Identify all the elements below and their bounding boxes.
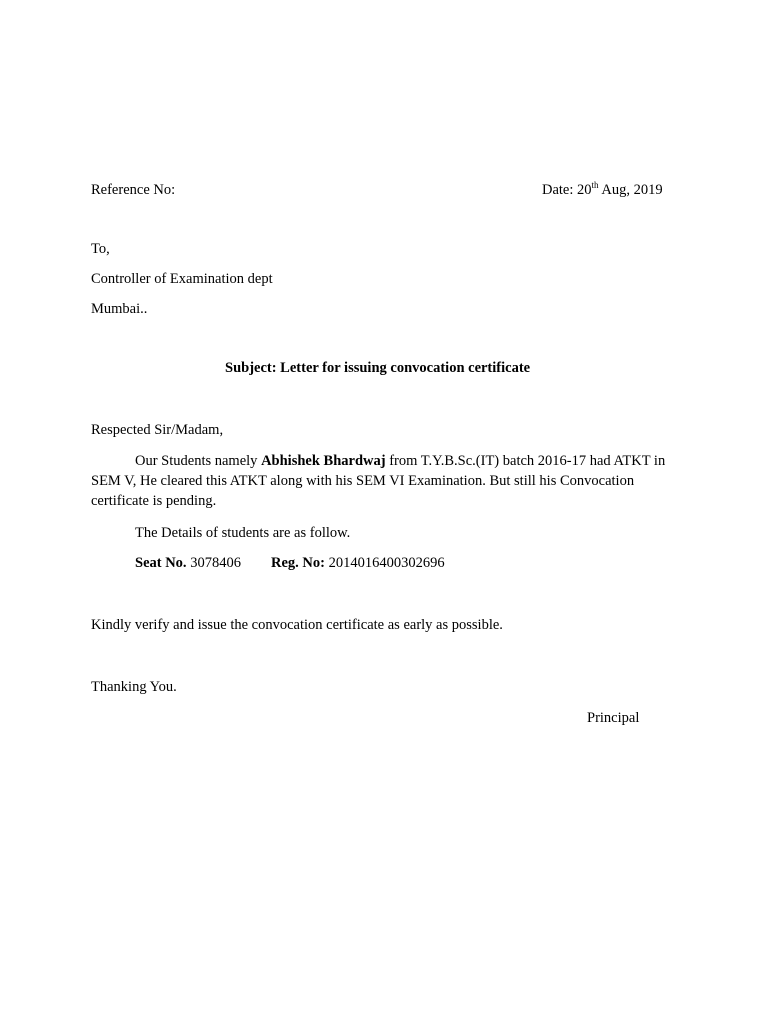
reg-value: 2014016400302696 <box>324 555 445 571</box>
reg-label: Reg. No: <box>271 555 325 571</box>
date-suffix: th <box>591 180 599 191</box>
request-line: Kindly verify and issue the convocation certificate as early as possible. <box>91 617 503 633</box>
recipient-line-2: Mumbai.. <box>91 301 148 317</box>
reference-number: Reference No: <box>91 182 176 198</box>
student-name: Abhishek Bhardwaj <box>261 453 386 469</box>
date-day: Date: 20 <box>542 182 592 198</box>
signatory: Principal <box>587 710 640 726</box>
subject-line: Subject: Letter for issuing convocation certificate <box>225 360 531 376</box>
to-line: To, <box>91 241 110 257</box>
registration-number <box>271 555 445 572</box>
body-paragraph <box>91 451 681 511</box>
seat-label: Seat No. <box>135 555 187 571</box>
body-text-end: from T.Y.B.Sc.(IT) batch 2016-17 had ATKT in SEM V, He cleared this ATKT along with his SEM VI Examination. But still his Convocation certificate is pending. <box>91 453 666 509</box>
date-month-year: Aug, 2019 <box>598 182 663 198</box>
letter-date <box>542 182 663 199</box>
body-text-start: Our Students namely <box>135 453 262 469</box>
closing-line: Thanking You. <box>91 679 177 695</box>
seat-number <box>135 555 241 572</box>
seat-value: 3078406 <box>186 555 241 571</box>
details-intro: The Details of students are as follow. <box>135 525 351 541</box>
recipient-line-1: Controller of Examination dept <box>91 271 273 287</box>
salutation: Respected Sir/Madam, <box>91 422 224 438</box>
